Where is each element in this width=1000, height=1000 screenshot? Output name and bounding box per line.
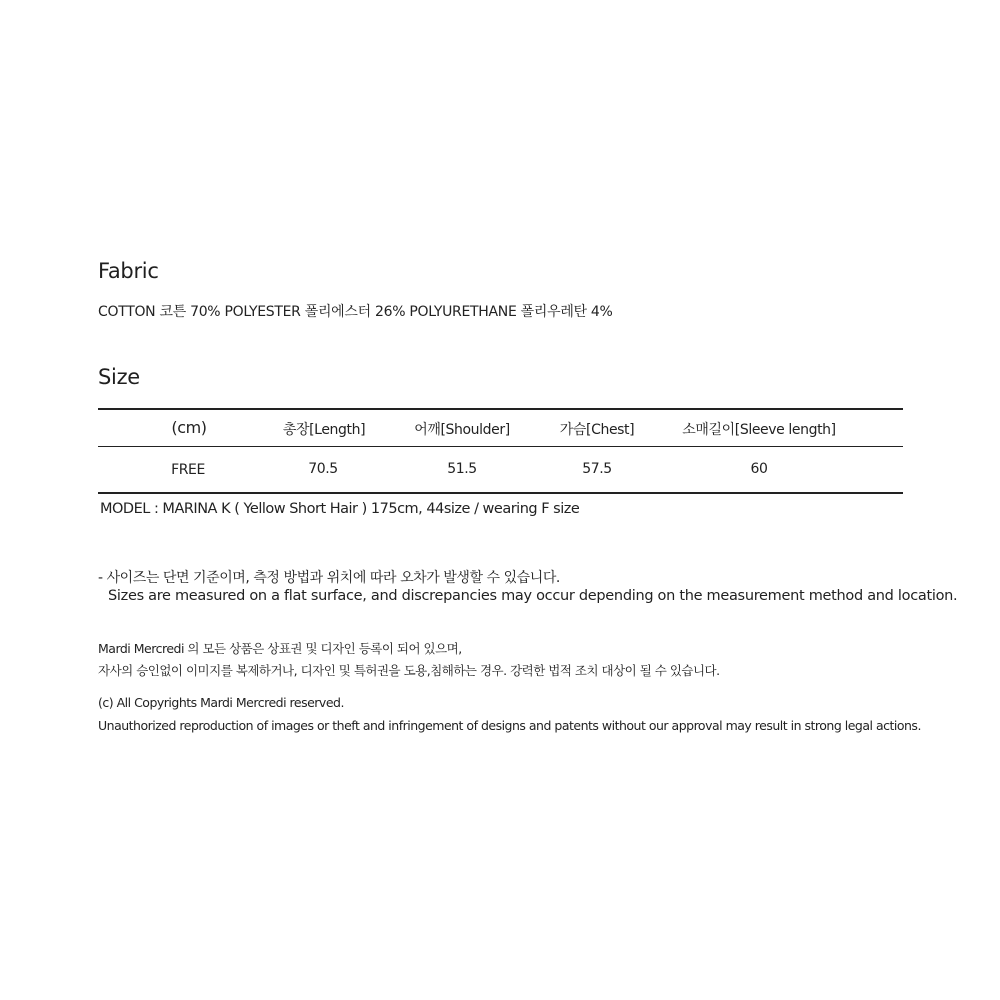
header-unit: (cm) <box>171 418 207 437</box>
copyright-en-line1: (c) All Copyrights Mardi Mercredi reserved. <box>98 695 344 710</box>
size-note-korean: - 사이즈는 단면 기준이며, 측정 방법과 위치에 따라 오차가 발생할 수 있습니다. <box>98 570 560 586</box>
size-note-english: Sizes are measured on a flat surface, and discrepancies may occur depending on the measurement method and location. <box>108 588 958 604</box>
table-header-rule <box>98 446 903 447</box>
row-size-label: FREE <box>171 462 205 478</box>
row-sleeve-value: 60 <box>750 461 768 477</box>
row-shoulder-value: 51.5 <box>447 461 477 477</box>
table-bottom-rule <box>98 492 903 494</box>
size-title: Size <box>98 365 140 389</box>
copyright-kr-line2: 자사의 승인없이 이미지를 복제하거나, 디자인 및 특허권을 도용,침해하는 경우. 강력한 법적 조치 대상이 될 수 있습니다. <box>98 663 720 678</box>
row-chest-value: 57.5 <box>582 461 612 477</box>
fabric-title: Fabric <box>98 259 159 283</box>
header-shoulder: 어깨[Shoulder] <box>414 422 510 438</box>
model-info: MODEL : MARINA K ( Yellow Short Hair ) 175cm, 44size / wearing F size <box>100 501 580 517</box>
table-top-rule <box>98 408 903 410</box>
header-sleeve-length: 소매길이[Sleeve length] <box>682 422 836 438</box>
header-length: 총장[Length] <box>282 422 366 438</box>
copyright-en-line2: Unauthorized reproduction of images or theft and infringement of designs and patents without our approval may result in strong legal actions. <box>98 718 921 733</box>
fabric-composition: COTTON 코튼 70% POLYESTER 폴리에스터 26% POLYURETHANE 폴리우레탄 4% <box>98 304 613 320</box>
row-length-value: 70.5 <box>308 461 338 477</box>
copyright-kr-line1: Mardi Mercredi 의 모든 상품은 상표권 및 디자인 등록이 되어 있으며, <box>98 641 462 656</box>
header-chest: 가슴[Chest] <box>559 422 635 438</box>
